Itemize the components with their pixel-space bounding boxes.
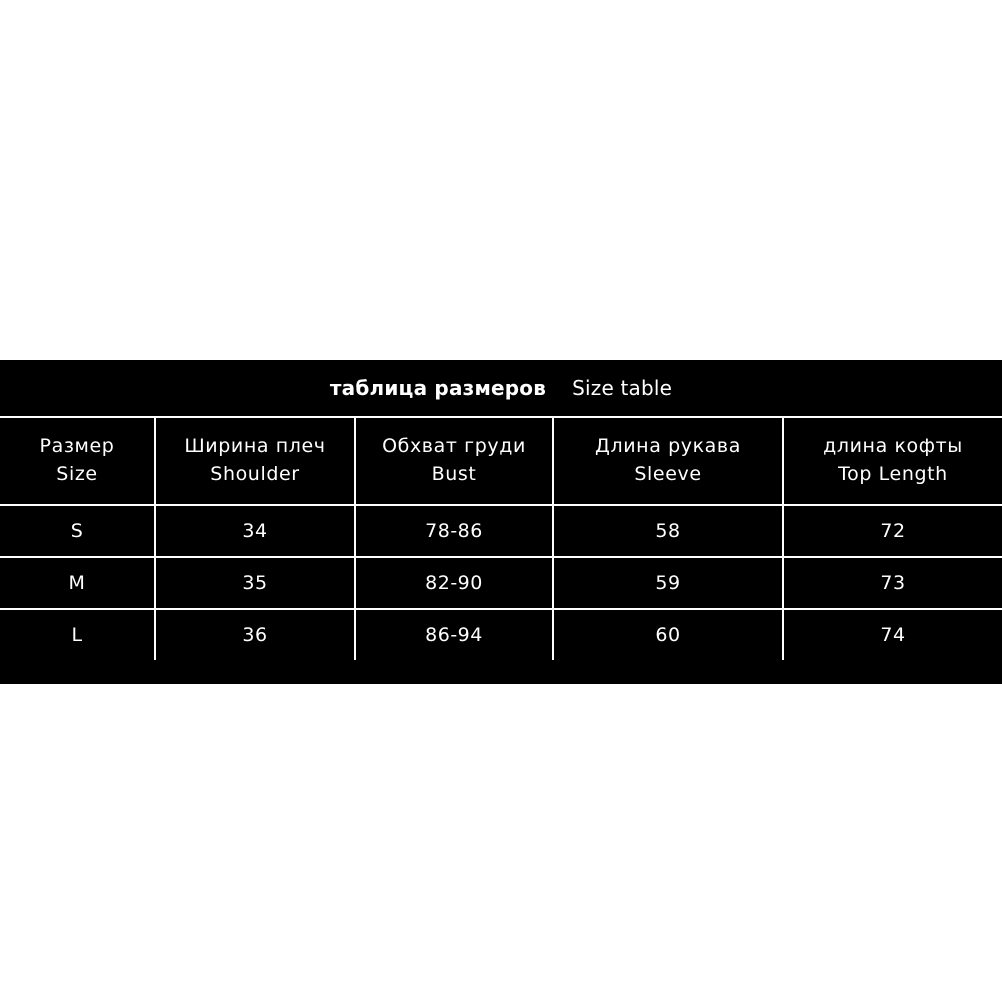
column-header-top-length bbox=[783, 417, 1002, 505]
size-table-title bbox=[0, 360, 1002, 416]
cell-top-length: 73 bbox=[783, 557, 1002, 609]
cell-shoulder: 35 bbox=[155, 557, 355, 609]
size-table bbox=[0, 416, 1002, 660]
column-header-size-ru: Размер bbox=[39, 435, 115, 458]
size-table-block bbox=[0, 360, 1002, 684]
cell-bust: 78-86 bbox=[355, 505, 553, 557]
cell-size: S bbox=[0, 505, 155, 557]
column-header-bust-en: Bust bbox=[431, 463, 477, 485]
table-row bbox=[0, 557, 1002, 609]
column-header-top-length-ru: длина кофты bbox=[823, 435, 963, 458]
column-header-shoulder-ru: Ширина плеч bbox=[184, 435, 326, 458]
column-header-bust bbox=[355, 417, 553, 505]
column-header-sleeve-ru: Длина рукава bbox=[595, 435, 741, 458]
column-header-bust-ru: Обхват груди bbox=[382, 435, 526, 458]
cell-top-length: 72 bbox=[783, 505, 1002, 557]
cell-sleeve: 59 bbox=[553, 557, 783, 609]
column-header-size-en: Size bbox=[56, 463, 98, 485]
cell-top-length: 74 bbox=[783, 609, 1002, 660]
column-header-size bbox=[0, 417, 155, 505]
cell-bust: 86-94 bbox=[355, 609, 553, 660]
cell-sleeve: 60 bbox=[553, 609, 783, 660]
column-header-top-length-en: Top Length bbox=[838, 463, 948, 485]
table-row bbox=[0, 505, 1002, 557]
table-header-row bbox=[0, 417, 1002, 505]
table-row bbox=[0, 609, 1002, 660]
cell-bust: 82-90 bbox=[355, 557, 553, 609]
column-header-shoulder-en: Shoulder bbox=[210, 463, 300, 485]
column-header-sleeve-en: Sleeve bbox=[634, 463, 702, 485]
cell-size: L bbox=[0, 609, 155, 660]
cell-size: M bbox=[0, 557, 155, 609]
column-header-shoulder bbox=[155, 417, 355, 505]
cell-shoulder: 36 bbox=[155, 609, 355, 660]
cell-shoulder: 34 bbox=[155, 505, 355, 557]
size-table-title-en: Size table bbox=[572, 376, 673, 400]
column-header-sleeve bbox=[553, 417, 783, 505]
size-table-title-ru: таблица размеров bbox=[329, 376, 547, 400]
cell-sleeve: 58 bbox=[553, 505, 783, 557]
